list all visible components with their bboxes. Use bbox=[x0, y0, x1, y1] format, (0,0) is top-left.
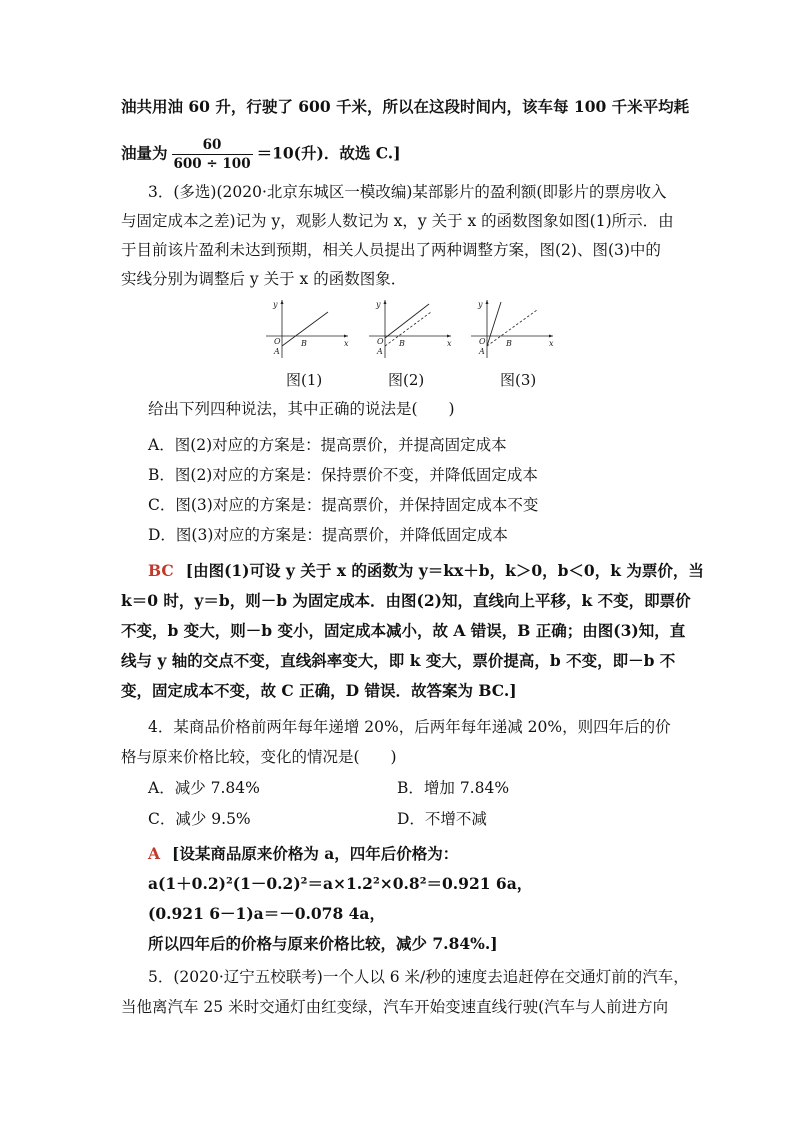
graph-2-svg bbox=[363, 298, 453, 360]
x-axis-arrow bbox=[447, 335, 451, 338]
question-4-line: 格与原来价格比较，变化的情况是( ) bbox=[121, 748, 397, 766]
fraction-denominator: 600 ÷ 100 bbox=[173, 156, 251, 172]
graph-1 bbox=[260, 298, 350, 360]
x-label: x bbox=[344, 339, 349, 348]
point-b-label: B bbox=[301, 339, 307, 348]
option-c: C．减少 9.5% bbox=[148, 810, 251, 828]
point-a-label: A bbox=[274, 347, 280, 356]
x-axis-arrow bbox=[549, 335, 553, 338]
y-axis-arrow bbox=[384, 300, 387, 304]
option-a: A．图(2)对应的方案是：提高票价，并提高固定成本 bbox=[148, 436, 507, 454]
question-5-line: 5．(2020·辽宁五校联考)一个人以 6 米/秒的速度去追赶停在交通灯前的汽车， bbox=[148, 968, 689, 986]
solution-line bbox=[0, 560, 794, 582]
x-label: x bbox=[447, 339, 452, 348]
graph-3-svg bbox=[465, 298, 555, 360]
option-a: A．减少 7.84% bbox=[148, 779, 260, 797]
origin-label: O bbox=[274, 337, 281, 346]
solution-line: 所以四年后的价格与原来价格比较，减少 7.84%.] bbox=[148, 934, 498, 953]
graph-3 bbox=[465, 298, 555, 360]
solution-line: k＝0 时，y＝b，则－b 为固定成本．由图(2)知，直线向上平移，k 不变，即票价 bbox=[121, 591, 691, 610]
question-3-line: 与固定成本之差)记为 y，观影人数记为 x，y 关于 x 的函数图象如图(1)所示．由 bbox=[121, 212, 674, 230]
function-graphs bbox=[260, 298, 560, 398]
graph-1-svg bbox=[260, 298, 350, 360]
figure-caption: 图(2) bbox=[388, 371, 425, 389]
origin-label: O bbox=[479, 337, 486, 346]
figure-caption: 图(3) bbox=[500, 371, 537, 389]
adjusted-line bbox=[487, 302, 501, 346]
fraction bbox=[172, 136, 253, 173]
question-5-line: 当他离汽车 25 米时交通灯由红变绿，汽车开始变速直线行驶(汽车与人前进方向 bbox=[121, 998, 669, 1016]
graph-2 bbox=[363, 298, 453, 360]
original-line-dashed bbox=[487, 310, 537, 346]
text-segment: 油量为 bbox=[121, 143, 168, 163]
point-a-label: A bbox=[377, 347, 383, 356]
fraction-numerator: 60 bbox=[172, 136, 253, 155]
text-segment: ＝10(升)．故选 C.] bbox=[256, 143, 401, 163]
text-line: 油共用油 60 升，行驶了 600 千米，所以在这段时间内，该车每 100 千米平均耗 bbox=[121, 97, 690, 116]
option-b: B．图(2)对应的方案是：保持票价不变，并降低固定成本 bbox=[148, 466, 538, 484]
x-label: x bbox=[549, 339, 554, 348]
option-d: D．不增不减 bbox=[397, 810, 487, 828]
original-line-dashed bbox=[385, 312, 431, 346]
solution-line: 变，固定成本不变，故 C 正确，D 错误．故答案为 BC.] bbox=[121, 681, 517, 700]
solution-line bbox=[0, 843, 794, 865]
solution-line: (0.921 6－1)a＝－0.078 4a， bbox=[148, 904, 385, 923]
figure-caption: 图(1) bbox=[286, 371, 323, 389]
solution-text: [由图(1)可设 y 关于 x 的函数为 y＝kx＋b，k＞0，b＜0，k 为票价，当 bbox=[185, 561, 704, 580]
origin-label: O bbox=[377, 337, 384, 346]
x-axis-arrow bbox=[344, 335, 348, 338]
point-b-label: B bbox=[399, 339, 405, 348]
answer-label: A bbox=[148, 844, 161, 863]
y-axis-arrow bbox=[281, 300, 284, 304]
adjusted-line bbox=[385, 304, 429, 338]
answer-label: BC bbox=[148, 561, 174, 580]
question-4-line: 4．某商品价格前两年每年递增 20%，后两年每年递减 20%，则四年后的价 bbox=[148, 718, 671, 736]
solution-line: 线与 y 轴的交点不变，直线斜率变大，即 k 变大，票价提高，b 不变，即－b 不 bbox=[121, 651, 676, 670]
question-3-line: 3．(多选)(2020·北京东城区一模改编)某部影片的盈利额(即影片的票房收入 bbox=[148, 183, 667, 201]
point-a-label: A bbox=[479, 347, 485, 356]
solution-line: 不变，b 变大，则－b 变小，固定成本减小，故 A 错误，B 正确；由图(3)知，直 bbox=[121, 621, 686, 640]
y-axis-arrow bbox=[486, 300, 489, 304]
y-label: y bbox=[478, 300, 483, 309]
solution-text: [设某商品原来价格为 a，四年后价格为： bbox=[172, 844, 459, 863]
point-b-label: B bbox=[506, 339, 512, 348]
option-c: C．图(3)对应的方案是：提高票价，并保持固定成本不变 bbox=[148, 496, 539, 514]
y-label: y bbox=[376, 300, 381, 309]
question-prompt: 给出下列四种说法，其中正确的说法是( ) bbox=[148, 400, 455, 418]
option-d: D．图(3)对应的方案是：提高票价，并降低固定成本 bbox=[148, 526, 508, 544]
question-3-line: 于目前该片盈利未达到预期，相关人员提出了两种调整方案，图(2)、图(3)中的 bbox=[121, 241, 661, 259]
solution-line: a(1＋0.2)²(1－0.2)²＝a×1.2²×0.8²＝0.921 6a， bbox=[148, 874, 533, 893]
y-label: y bbox=[273, 300, 278, 309]
text-line bbox=[0, 136, 794, 173]
question-3-line: 实线分别为调整后 y 关于 x 的函数图象． bbox=[121, 270, 407, 288]
option-b: B．增加 7.84% bbox=[397, 779, 510, 797]
